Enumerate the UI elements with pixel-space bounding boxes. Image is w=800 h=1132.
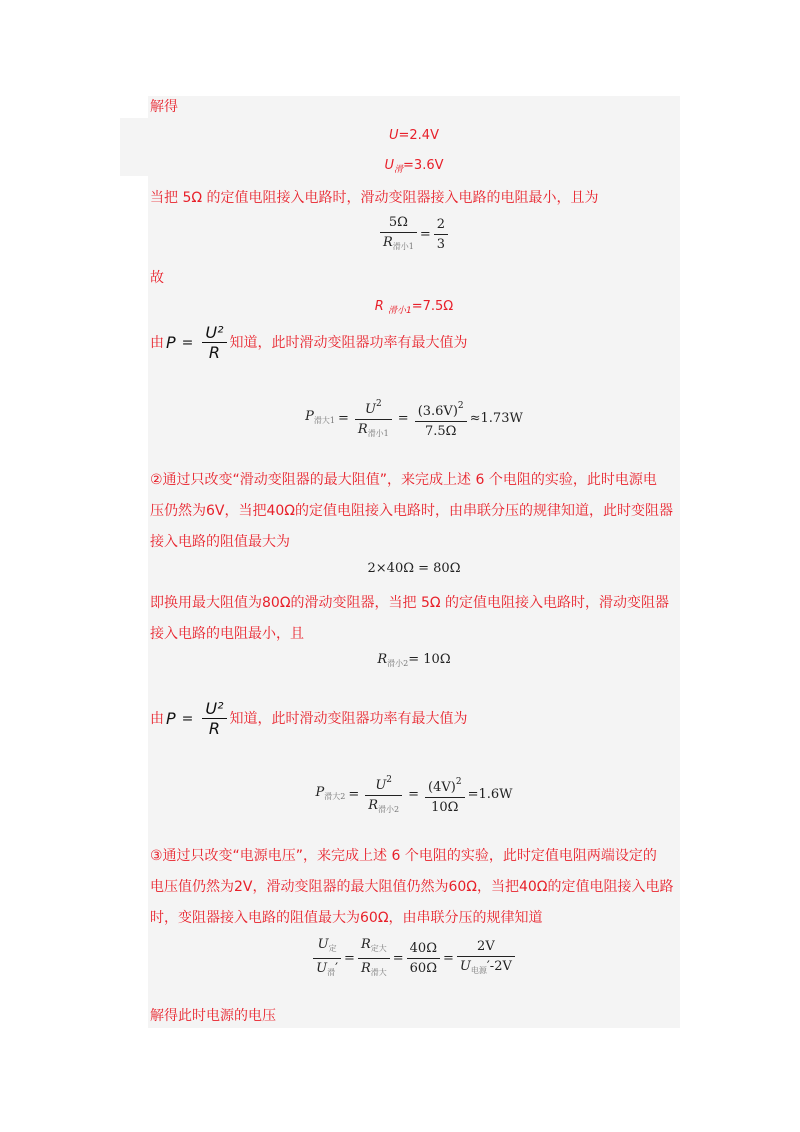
power-den: R	[208, 719, 221, 738]
eq-u-var: U	[389, 128, 399, 143]
equals-sign: =	[181, 334, 194, 351]
den-sub: 滑大	[370, 968, 387, 977]
text-line-last: 解得此时电源的电压	[150, 1008, 276, 1024]
fraction-num: 5Ω	[380, 214, 417, 233]
den-var: U	[316, 961, 328, 976]
fraction-den: 7.5Ω	[424, 424, 457, 439]
fraction-values	[425, 774, 465, 816]
result: =1.6W	[467, 787, 513, 802]
fraction-num	[425, 774, 465, 798]
equation-80ohm: 2×40Ω = 80Ω	[367, 561, 461, 576]
lhs-var: P	[315, 785, 325, 800]
eq-r-sub: 滑小1	[387, 306, 412, 316]
fraction-ohm-ratio	[407, 940, 440, 977]
den-var: R	[357, 422, 368, 437]
text-line-you-1	[150, 324, 468, 361]
lhs-sub: 滑大1	[313, 416, 335, 425]
fraction-num	[415, 398, 467, 422]
fraction-num	[313, 936, 341, 959]
num-var: U	[317, 937, 329, 952]
den-var: R	[360, 961, 371, 976]
den-var: R	[368, 798, 379, 813]
power-var: P	[166, 708, 176, 728]
equation-voltage-ratio	[148, 936, 680, 981]
text-line-p4c: 时，变阻器接入电路的阻值最大为60Ω，由串联分压的规律知道	[150, 910, 543, 926]
eq-r-val: =7.5Ω	[411, 299, 454, 314]
lhs	[305, 408, 335, 430]
fraction-den: 60Ω	[409, 961, 437, 976]
num-value: (4V)	[428, 780, 456, 795]
fraction-u-ratio	[313, 936, 341, 981]
equation-power-max-1	[148, 396, 680, 442]
text-line-jiede: 解得	[150, 99, 178, 115]
fraction-r-ratio	[358, 936, 390, 981]
equals-sign: =	[392, 950, 404, 966]
text-line-p4b: 电压值仍然为2V，滑动变阻器的最大阻值仍然为60Ω，当把40Ω的定值电阻接入电路	[150, 879, 674, 895]
you-text: 由	[150, 710, 164, 727]
equals-sign: =	[408, 787, 420, 802]
den-sub: 电源	[470, 966, 487, 975]
power-fraction	[202, 324, 226, 361]
lhs-var: P	[305, 409, 314, 424]
num-sup: 2	[457, 401, 464, 411]
equals-sign: =	[348, 787, 360, 802]
power-den: R	[208, 343, 221, 362]
equals-sign: =	[397, 411, 409, 426]
equation-power-max-2	[148, 772, 680, 818]
equation-u-hua	[148, 157, 680, 179]
num-sub: 定大	[370, 944, 387, 953]
equation-u	[148, 127, 680, 145]
den-sub: 滑小2	[378, 805, 400, 814]
fraction-num: 2	[434, 216, 448, 235]
you-text: 由	[150, 334, 164, 351]
den-var: U	[459, 959, 471, 974]
den-sub: 滑小1	[367, 429, 389, 438]
den-sub: 滑小1	[392, 242, 414, 251]
eq-r-var: R	[374, 299, 384, 314]
fraction-den: 3	[436, 237, 446, 252]
text-line-p2c: 接入电路的阻值最大为	[150, 534, 290, 550]
text-line-gu: 故	[150, 270, 164, 286]
equals-sign: =	[419, 226, 431, 242]
power-num: U²	[202, 324, 226, 343]
num-sub: 定	[328, 944, 337, 953]
equation-fraction-ratio	[148, 214, 680, 255]
fraction-source-voltage	[457, 938, 515, 979]
den-var: R	[382, 235, 393, 250]
num-var: U	[364, 402, 376, 417]
text-line-p4a: ③通过只改变“电源电压”，来完成上述 6 个电阻的实验，此时定值电阻两端设定的	[150, 848, 657, 864]
equals-sign: =	[442, 950, 454, 966]
num-sup: 2	[386, 775, 393, 785]
fraction-5ohm	[380, 214, 417, 255]
result: ≈1.73W	[469, 411, 523, 426]
fraction-den	[358, 959, 390, 981]
num-var: R	[360, 937, 371, 952]
text-line-p2a: ②通过只改变“滑动变阻器的最大阻值”，来完成上述 6 个电阻的实验，此时电源电	[150, 472, 657, 488]
eq-r2-var: R	[377, 652, 388, 667]
fraction-num	[355, 396, 392, 420]
fraction-den: 10Ω	[431, 800, 459, 815]
eq-uh-var: U	[384, 158, 395, 173]
den-rest: ′-2V	[486, 959, 512, 974]
num-var: U	[375, 778, 387, 793]
text-line-you-2	[150, 700, 468, 737]
fraction-u2-r	[355, 396, 392, 442]
equals-sign: =	[344, 950, 355, 966]
power-fraction	[202, 700, 226, 737]
zhi-text: 知道，此时滑动变阻器功率有最大值为	[229, 334, 468, 351]
equation-r-hua-xiao-1	[148, 298, 680, 320]
fraction-num: 40Ω	[407, 940, 440, 959]
fraction-two-thirds	[434, 216, 448, 253]
eq-u-val: =2.4V	[398, 128, 439, 143]
fraction-values	[415, 398, 467, 440]
fraction-den	[457, 957, 515, 979]
den-sub: 滑	[327, 968, 336, 977]
fraction-num	[365, 772, 402, 796]
equals-sign: =	[181, 710, 194, 727]
fraction-num	[358, 936, 390, 959]
num-sup: 2	[375, 399, 382, 409]
equals-sign: =	[337, 411, 349, 426]
zhi-text: 知道，此时滑动变阻器功率有最大值为	[229, 710, 468, 727]
text-line-dangba-1: 当把 5Ω 的定值电阻接入电路时，滑动变阻器接入电路的电阻最小，且为	[150, 190, 599, 206]
text-line-p2b: 压仍然为6V，当把40Ω的定值电阻接入电路时，由串联分压的规律知道，此时变阻器	[150, 503, 673, 519]
eq-r2-val: = 10Ω	[408, 652, 451, 667]
content-shade-left	[120, 118, 150, 176]
num-sup: 2	[455, 777, 462, 787]
text-line-p3b: 接入电路的电阻最小，且	[150, 626, 304, 642]
power-num: U²	[202, 700, 226, 719]
fraction-den	[313, 959, 341, 981]
eq-uh-val: =3.6V	[403, 158, 444, 173]
fraction-den	[365, 796, 402, 818]
power-var: P	[166, 332, 176, 352]
lhs	[315, 784, 345, 806]
text-line-p3a: 即换用最大阻值为80Ω的滑动变阻器，当把 5Ω 的定值电阻接入电路时，滑动变阻器	[150, 595, 670, 611]
eq-uh-sub: 滑	[394, 165, 404, 175]
fraction-u2-r	[365, 772, 402, 818]
fraction-num: 2V	[457, 938, 515, 957]
equation-r-hua-xiao-2	[148, 651, 680, 673]
eq-r2-sub: 滑小2	[387, 659, 409, 668]
fraction-den	[355, 420, 392, 442]
fraction-den	[380, 233, 417, 255]
num-value: (3.6V)	[417, 404, 458, 419]
lhs-sub: 滑大2	[324, 792, 346, 801]
den-prime: ′	[335, 961, 339, 976]
